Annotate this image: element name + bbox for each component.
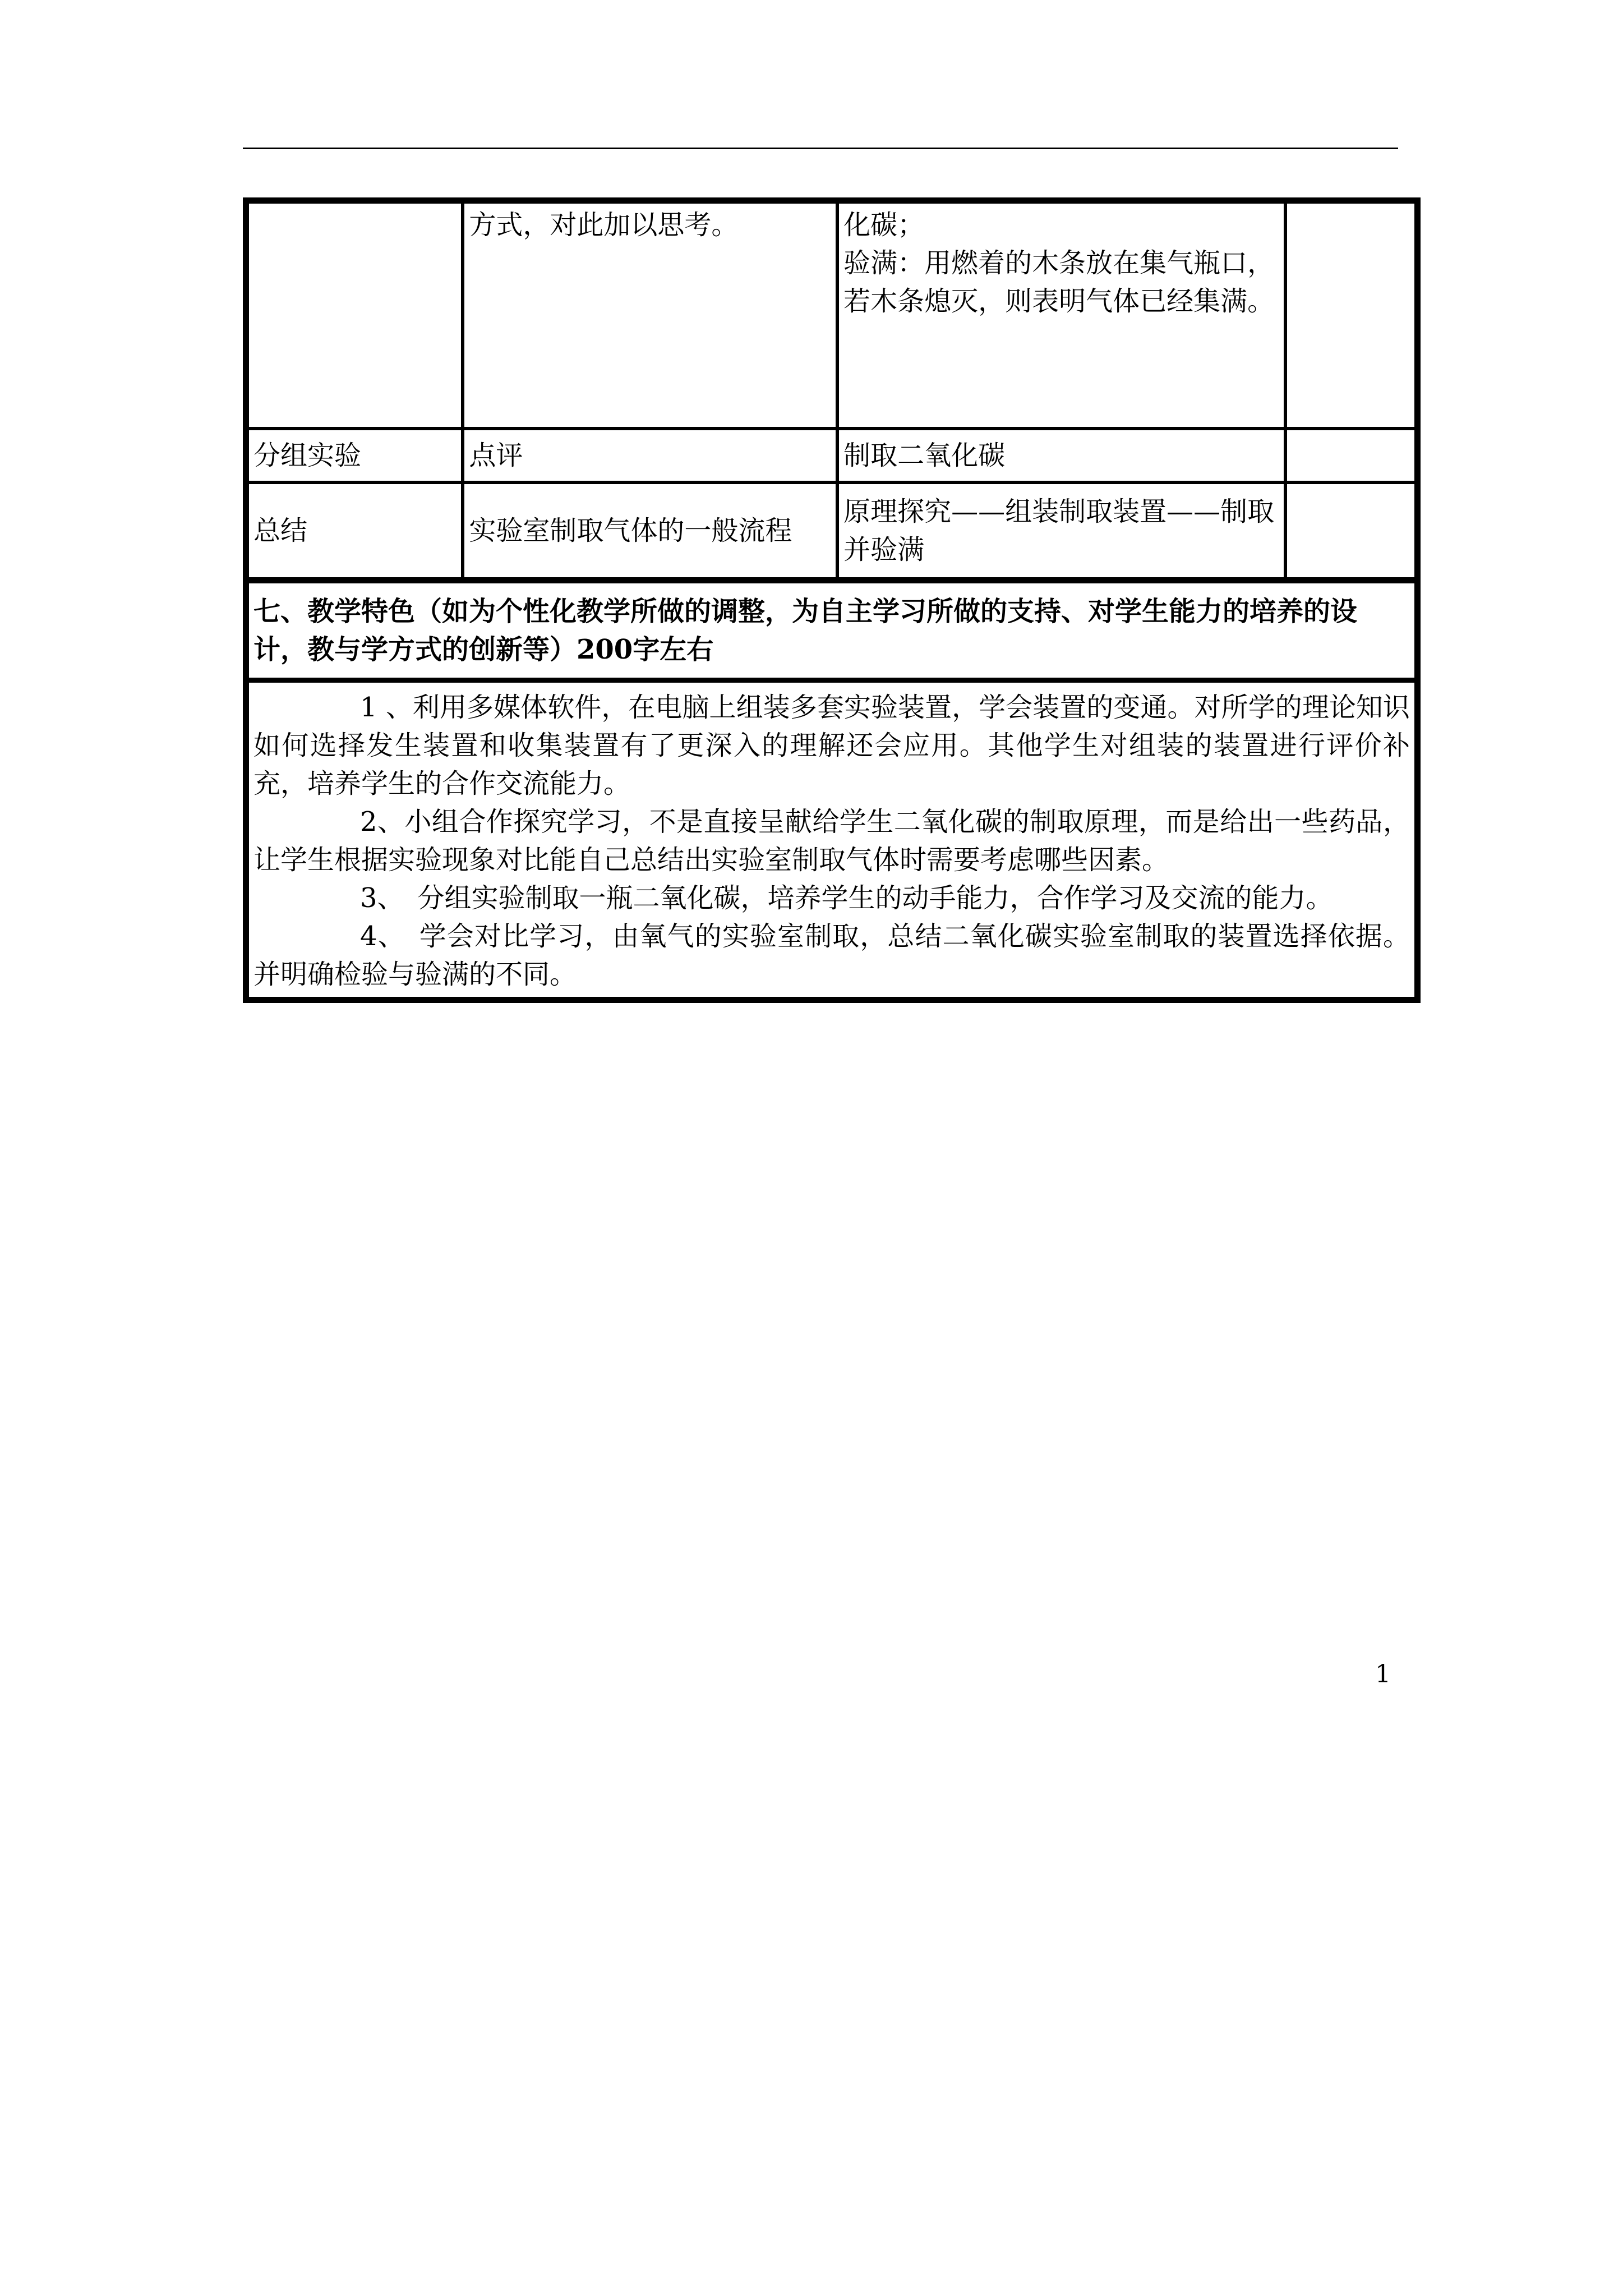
table-cell	[1285, 482, 1416, 579]
table-cell	[247, 202, 463, 429]
paragraph: 2、小组合作探究学习，不是直接呈献给学生二氧化碳的制取原理，而是给出一些药品，让学生根据实验现象对比能自己总结出实验室制取气体时需要考虑哪些因素。	[253, 806, 1410, 876]
table-cell	[1285, 202, 1416, 429]
section-body-row	[247, 679, 1416, 999]
cell-line: 化碳；	[843, 209, 925, 241]
table-cell: 实验室制取气体的一般流程	[463, 482, 837, 579]
table-cell: 点评	[463, 429, 837, 482]
table-cell: 分组实验	[247, 429, 463, 482]
table-row	[247, 429, 1416, 482]
table-cell	[837, 202, 1285, 429]
lesson-plan-table	[243, 197, 1421, 1003]
section-body	[247, 679, 1416, 999]
table-cell: 原理探究——组装制取装置——制取并验满	[837, 482, 1285, 579]
section-heading-row	[247, 579, 1416, 679]
cell-line: 验满：用燃着的木条放在集气瓶口，	[843, 247, 1275, 279]
page-number: 1	[1375, 1660, 1391, 1688]
table-cell	[1285, 429, 1416, 482]
section-heading: 七、教学特色（如为个性化教学所做的调整，为自主学习所做的支持、对学生能力的培养的设计，教与学方式的创新等）200字左右	[247, 579, 1416, 679]
paragraph: 4、 学会对比学习，由氧气的实验室制取，总结二氧化碳实验室制取的装置选择依据。并明确检验与验满的不同。	[253, 921, 1410, 990]
cell-line: 若木条熄灭，则表明气体已经集满。	[843, 286, 1275, 317]
table-cell: 总结	[247, 482, 463, 579]
paragraph: 3、 分组实验制取一瓶二氧化碳，培养学生的动手能力，合作学习及交流的能力。	[360, 882, 1333, 914]
header-rule	[243, 148, 1398, 149]
table-cell: 制取二氧化碳	[837, 429, 1285, 482]
paragraph: 1 、利用多媒体软件，在电脑上组装多套实验装置，学会装置的变通。对所学的理论知识如何选择发生装置和收集装置有了更深入的理解还会应用。其他学生对组装的装置进行评价补充，培养学生的合作交流能力。	[253, 692, 1410, 799]
table-row	[247, 202, 1416, 429]
table-row	[247, 482, 1416, 579]
table-cell: 方式，对此加以思考。	[463, 202, 837, 429]
